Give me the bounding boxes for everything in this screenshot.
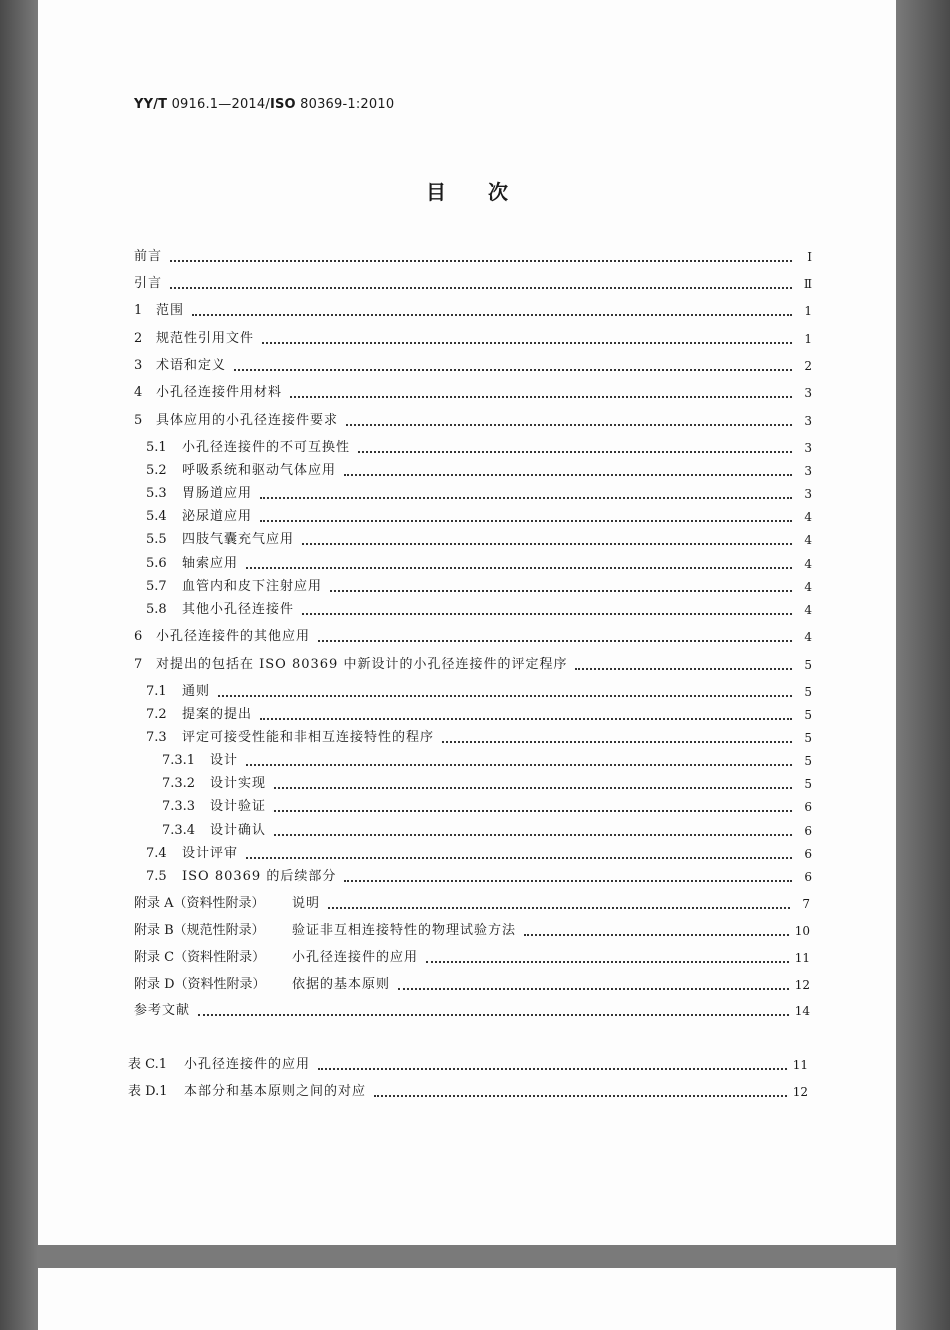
toc-page-number: 4	[804, 510, 812, 524]
toc-item[interactable]	[146, 485, 812, 503]
toc-item-number: 7.3.4	[162, 823, 196, 838]
toc-item-title: 呼吸系统和驱动气体应用	[182, 463, 337, 478]
toc-leader-dots	[260, 718, 792, 720]
code-suffix: 80369-1:2010	[295, 97, 395, 112]
toc-page-number: 4	[804, 580, 812, 594]
toc-page-number: 6	[804, 847, 812, 861]
toc-page-number: Ⅰ	[807, 250, 812, 264]
toc-item-title: 对提出的包括在 ISO 80369 中新设计的小孔径连接件的评定程序	[156, 657, 568, 672]
toc-item-title: 设计实现	[210, 776, 267, 791]
toc-leader-dots	[246, 857, 792, 859]
toc-page-number: 4	[804, 533, 812, 547]
toc-item-title: 其他小孔径连接件	[182, 602, 295, 617]
toc-page-number: 6	[804, 800, 812, 814]
toc-item[interactable]	[134, 412, 812, 430]
toc-leader-dots	[302, 543, 792, 545]
toc-item[interactable]	[162, 822, 812, 840]
toc-item-number: 6	[134, 629, 143, 644]
toc-leader-dots	[318, 1068, 787, 1070]
toc-leader-dots	[274, 810, 792, 812]
toc-leader-dots	[170, 287, 792, 289]
page-title: 目次	[426, 180, 550, 204]
toc-leader-dots	[192, 314, 792, 316]
toc-leader-dots	[330, 590, 792, 592]
toc-page-number: 12	[794, 978, 810, 992]
code-prefix: YY/T	[134, 97, 168, 112]
toc-item[interactable]	[162, 798, 812, 816]
toc-item[interactable]	[146, 706, 812, 724]
toc-leader-dots	[318, 640, 792, 642]
toc-item-title: 规范性引用文件	[156, 331, 255, 346]
toc-item-title: 参考文献	[134, 1003, 191, 1018]
toc-item[interactable]	[146, 868, 812, 886]
toc-item-number: 7.3.2	[162, 776, 196, 791]
toc-leader-dots	[262, 342, 792, 344]
toc-leader-dots	[346, 424, 792, 426]
toc-item[interactable]	[146, 683, 812, 701]
toc-leader-dots	[218, 695, 792, 697]
toc-item-title: 小孔径连接件的应用	[184, 1057, 311, 1072]
toc-item-number: 7.3.3	[162, 799, 196, 814]
toc-item-title: 术语和定义	[156, 358, 227, 373]
toc-item[interactable]	[134, 302, 812, 320]
toc-item[interactable]	[146, 462, 812, 480]
toc-item-title: 泌尿道应用	[182, 509, 253, 524]
code-middle: 0916.1—2014/	[167, 97, 270, 112]
list-of-tables-item[interactable]	[128, 1083, 808, 1101]
toc-item-title: 范围	[156, 303, 185, 318]
toc-item-number: 7	[134, 657, 143, 672]
toc-page-number: 5	[804, 754, 812, 768]
toc-page-number: 11	[792, 1058, 808, 1072]
toc-page-number: 11	[794, 951, 810, 965]
toc-leader-dots	[260, 520, 792, 522]
toc-item-title: 通则	[182, 684, 211, 699]
toc-item-title: 本部分和基本原则之间的对应	[184, 1084, 367, 1099]
toc-item-number: 5.5	[146, 532, 167, 547]
toc-item-number: 表 D.1	[128, 1084, 168, 1099]
toc-page-number: 4	[804, 557, 812, 571]
toc-item-number: 附录 B（规范性附录）	[134, 923, 265, 938]
toc-item[interactable]	[134, 330, 812, 348]
toc-item-title: 胃肠道应用	[182, 486, 253, 501]
toc-page-number: 3	[804, 464, 812, 478]
toc-item-number: 5.3	[146, 486, 167, 501]
code-iso: ISO	[269, 97, 296, 112]
toc-page-number: 3	[804, 487, 812, 501]
toc-leader-dots	[374, 1095, 787, 1097]
toc-item[interactable]	[134, 248, 812, 266]
toc-item-number: 5.2	[146, 463, 167, 478]
toc-item-number: 7.1	[146, 684, 167, 699]
toc-item-number: 5.6	[146, 556, 167, 571]
toc-item[interactable]	[146, 531, 812, 549]
toc-item[interactable]	[146, 601, 812, 619]
list-of-tables-item[interactable]	[128, 1056, 808, 1074]
toc-item-number: 5	[134, 413, 143, 428]
toc-item-title: 四肢气囊充气应用	[182, 532, 295, 547]
toc-leader-dots	[274, 787, 792, 789]
toc-leader-dots	[358, 451, 792, 453]
toc-page-number: 5	[804, 708, 812, 722]
toc-item-title: 设计确认	[210, 823, 267, 838]
toc-item[interactable]	[134, 949, 810, 967]
toc-leader-dots	[290, 396, 792, 398]
toc-item-title: 依据的基本原则	[292, 977, 391, 992]
toc-leader-dots	[524, 934, 789, 936]
toc-item[interactable]	[146, 578, 812, 596]
toc-page-number: 10	[794, 924, 810, 938]
toc-item[interactable]	[146, 439, 812, 457]
toc-page-number: 3	[804, 386, 812, 400]
toc-page-number: 6	[804, 870, 812, 884]
toc-item-title: 提案的提出	[182, 707, 253, 722]
toc-page-number: 4	[804, 603, 812, 617]
toc-page-number: 4	[804, 630, 812, 644]
toc-item-title: 评定可接受性能和非相互连接特性的程序	[182, 730, 435, 745]
toc-page-number: 1	[804, 304, 812, 318]
toc-leader-dots	[198, 1014, 789, 1016]
toc-item-number: 7.3	[146, 730, 167, 745]
toc-leader-dots	[302, 613, 792, 615]
toc-item-title: 验证非互相连接特性的物理试验方法	[292, 923, 517, 938]
toc-item-title: 说明	[292, 896, 321, 911]
toc-page-number: 7	[802, 897, 810, 911]
toc-item[interactable]	[146, 845, 812, 863]
toc-item[interactable]	[134, 895, 810, 913]
toc-item[interactable]	[134, 628, 812, 646]
toc-item-title: ISO 80369 的后续部分	[182, 869, 337, 884]
toc-item-number: 附录 A（资料性附录）	[134, 896, 265, 911]
toc-item-number: 7.3.1	[162, 753, 196, 768]
toc-item-number: 表 C.1	[128, 1057, 168, 1072]
toc-page-number: 2	[804, 359, 812, 373]
toc-page-number: 14	[794, 1004, 810, 1018]
toc-leader-dots	[260, 497, 792, 499]
toc-item-number: 附录 D（资料性附录）	[134, 977, 266, 992]
toc-item-number: 附录 C（资料性附录）	[134, 950, 266, 965]
toc-item-number: 3	[134, 358, 143, 373]
toc-item-number: 5.4	[146, 509, 167, 524]
toc-item[interactable]	[146, 508, 812, 526]
document-page	[38, 0, 896, 1245]
toc-leader-dots	[170, 260, 792, 262]
toc-leader-dots	[274, 834, 792, 836]
toc-item-number: 1	[134, 303, 143, 318]
toc-leader-dots	[398, 988, 789, 990]
standard-code-header	[134, 97, 394, 112]
toc-item[interactable]	[146, 555, 812, 573]
toc-item-title: 设计验证	[210, 799, 267, 814]
toc-item-title: 轴索应用	[182, 556, 239, 571]
toc-item[interactable]	[134, 1002, 810, 1020]
toc-item[interactable]	[134, 656, 812, 674]
toc-leader-dots	[246, 567, 792, 569]
toc-page-number: 5	[804, 658, 812, 672]
toc-item-title: 设计	[210, 753, 239, 768]
toc-page-number: 5	[804, 685, 812, 699]
next-page-edge	[38, 1268, 896, 1330]
toc-item-title: 引言	[134, 276, 163, 291]
toc-item-title: 小孔径连接件的应用	[292, 950, 419, 965]
toc-item-number: 2	[134, 331, 143, 346]
toc-page-number: 6	[804, 824, 812, 838]
toc-page-number: 1	[804, 332, 812, 346]
toc-item-number: 5.8	[146, 602, 167, 617]
toc-page-number: 5	[804, 777, 812, 791]
toc-item-title: 具体应用的小孔径连接件要求	[156, 413, 339, 428]
toc-item-number: 7.5	[146, 869, 167, 884]
toc-item-title: 设计评审	[182, 846, 239, 861]
toc-item-title: 血管内和皮下注射应用	[182, 579, 323, 594]
toc-page-number: 5	[804, 731, 812, 745]
toc-item-title: 小孔径连接件用材料	[156, 385, 283, 400]
toc-leader-dots	[246, 764, 792, 766]
toc-item-number: 7.4	[146, 846, 167, 861]
toc-item-number: 4	[134, 385, 143, 400]
toc-item[interactable]	[134, 384, 812, 402]
toc-item[interactable]	[134, 922, 810, 940]
toc-leader-dots	[426, 961, 789, 963]
toc-item[interactable]	[134, 357, 812, 375]
toc-item-title: 前言	[134, 249, 163, 264]
toc-item-number: 7.2	[146, 707, 167, 722]
toc-leader-dots	[344, 474, 792, 476]
toc-page-number: 3	[804, 441, 812, 455]
toc-item[interactable]	[146, 729, 812, 747]
toc-item-number: 5.7	[146, 579, 167, 594]
toc-item[interactable]	[134, 275, 812, 293]
toc-page-number: 12	[792, 1085, 808, 1099]
toc-leader-dots	[575, 668, 792, 670]
toc-page-number: 3	[804, 414, 812, 428]
toc-page-number: Ⅱ	[803, 277, 812, 291]
toc-leader-dots	[328, 907, 790, 909]
toc-leader-dots	[442, 741, 792, 743]
toc-item[interactable]	[162, 752, 812, 770]
toc-item-title: 小孔径连接件的其他应用	[156, 629, 311, 644]
toc-item-title: 小孔径连接件的不可互换性	[182, 440, 351, 455]
toc-leader-dots	[344, 880, 792, 882]
toc-item-number: 5.1	[146, 440, 167, 455]
toc-item[interactable]	[134, 976, 810, 994]
toc-item[interactable]	[162, 775, 812, 793]
toc-leader-dots	[234, 369, 792, 371]
